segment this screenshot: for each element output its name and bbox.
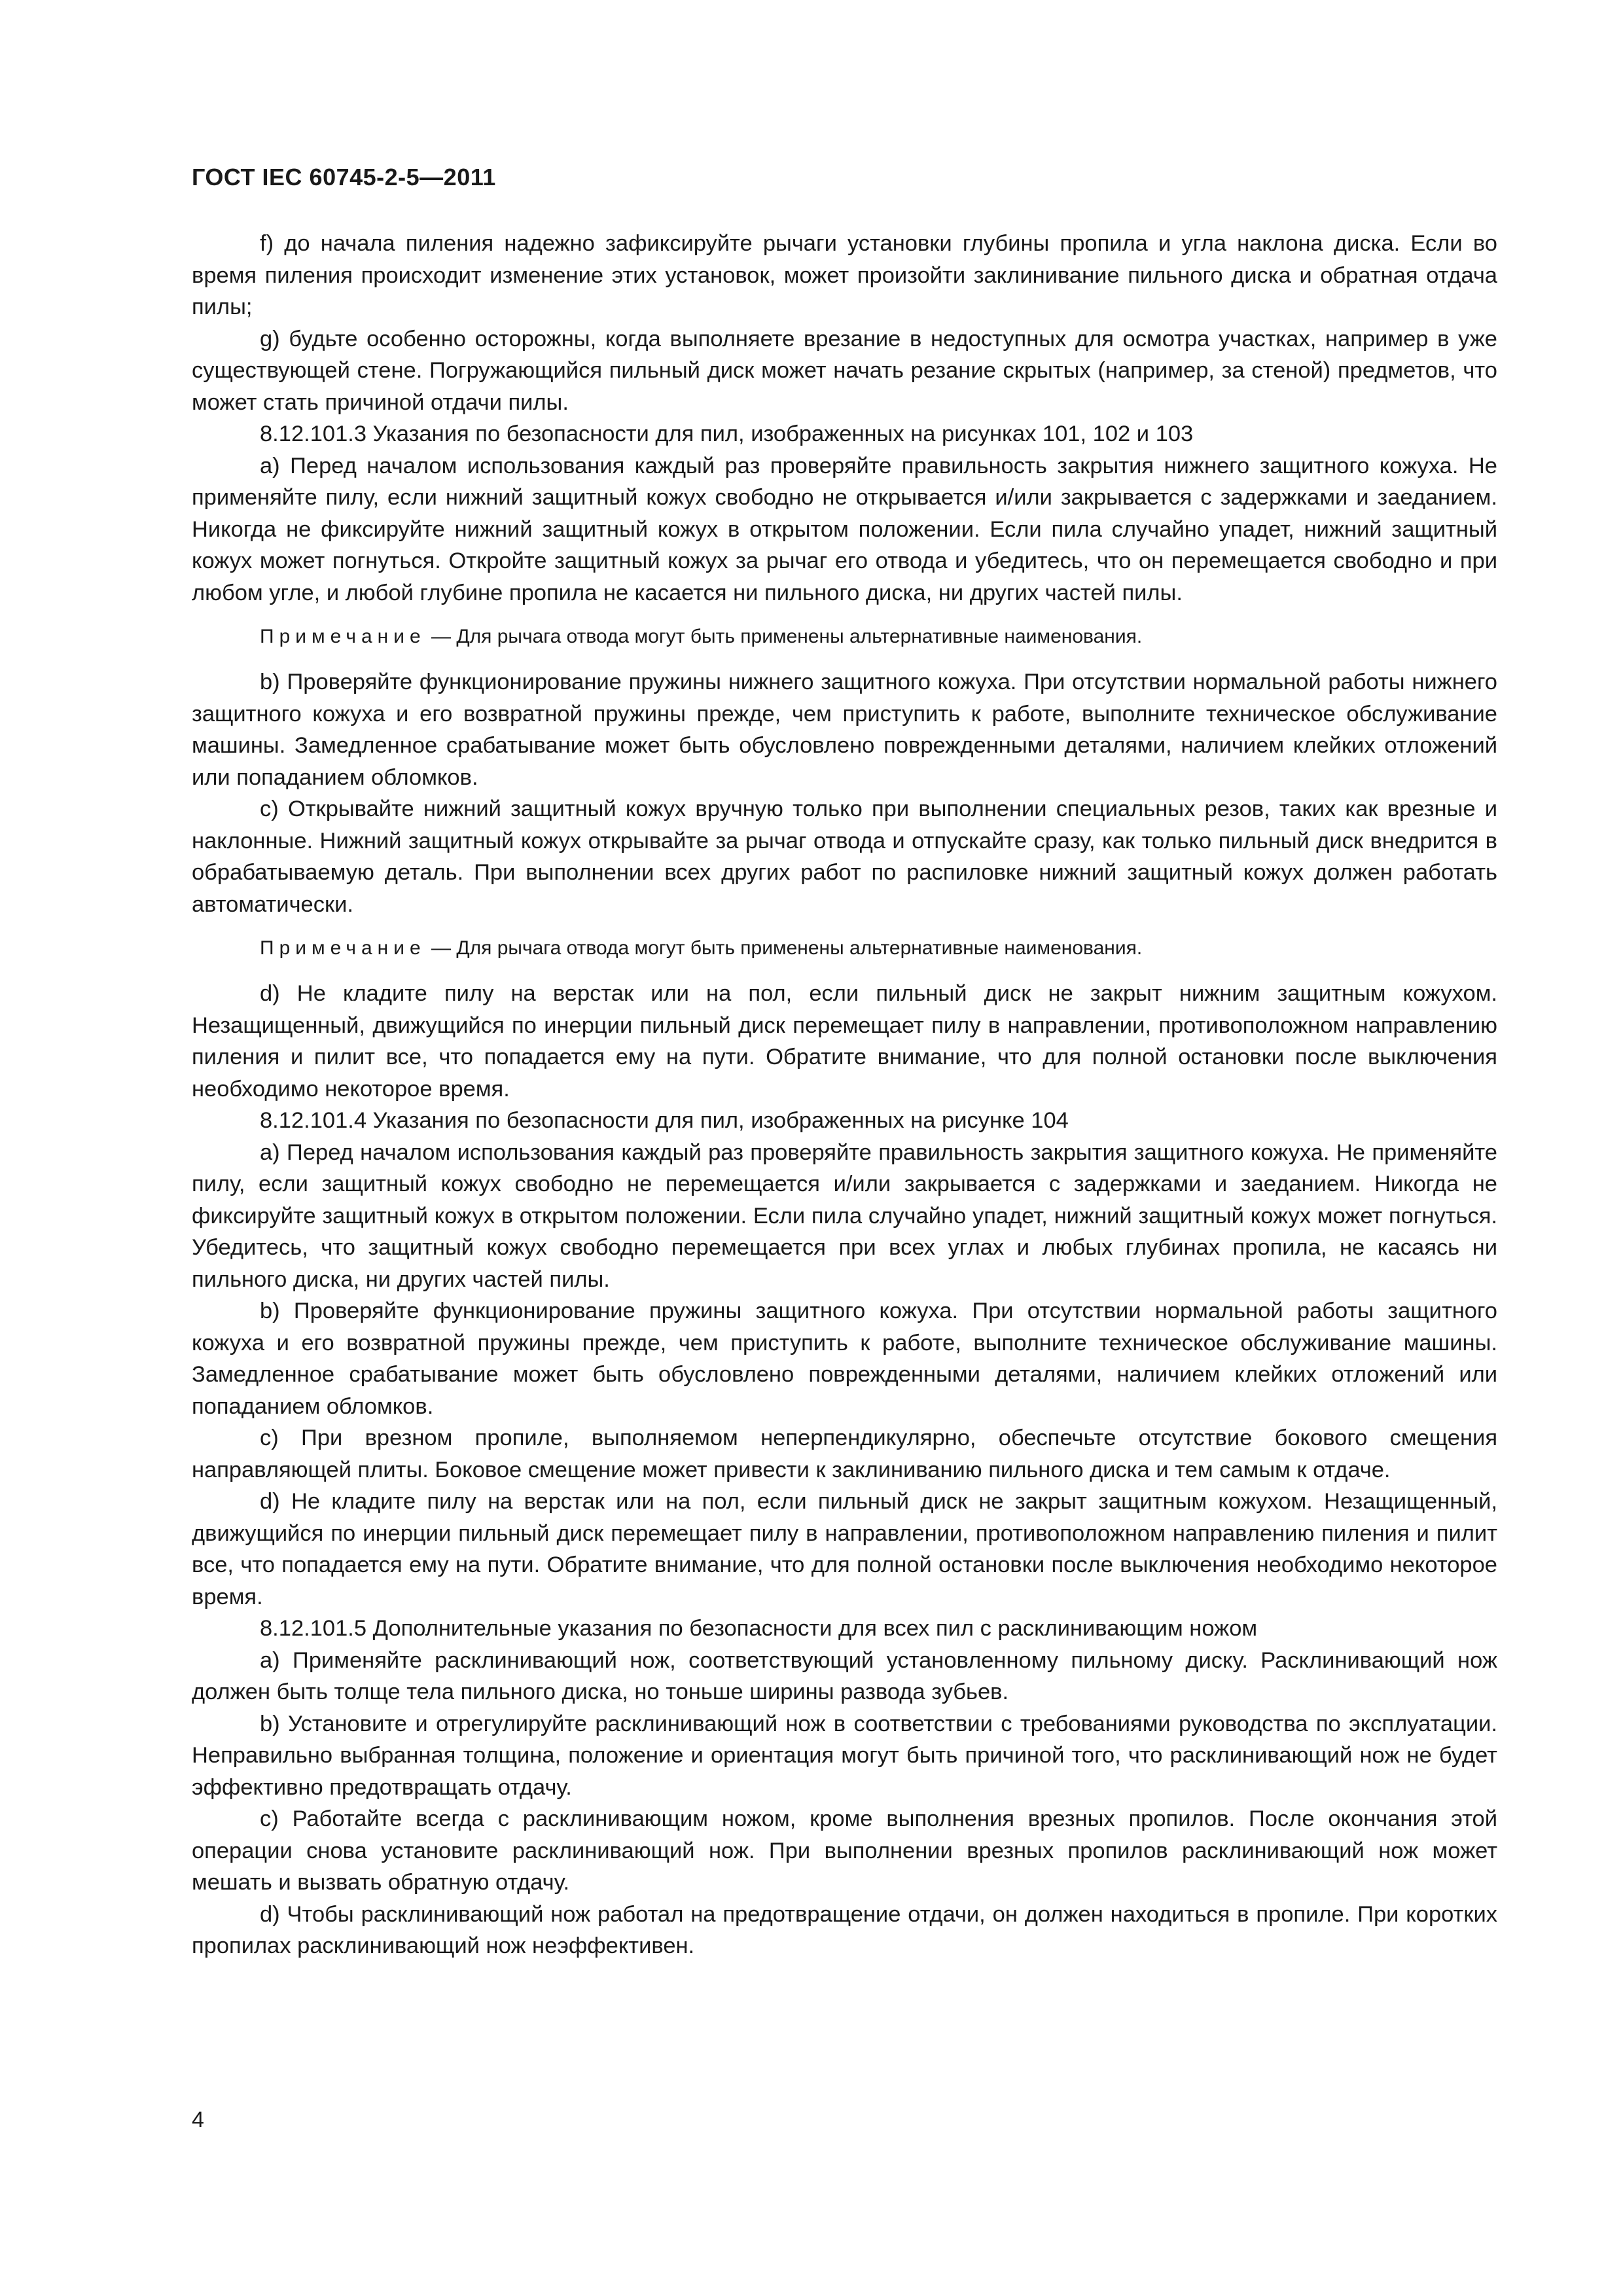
paragraph-a: a) Применяйте расклинивающий нож, соответствующий установленному пильному диску. Расклинивающий нож должен быть толще тела пильного диска, но тоньше ширины развода зубьев. [192,1647,1497,1704]
section-heading-8-12-101-4: 8.12.101.4 Указания по безопасности для пил, изображенных на рисунке 104 [260,1108,1069,1133]
paragraph-a: a) Перед началом использования каждый раз проверяйте правильность закрытия защитного кожуха. Не применяйте пилу, если защитный кожух свободно не перемещается и/или закрывается с задержками и заеданием. Никогда не фиксируйте защитный кожух в открытом положении. Если пила случайно упадет, нижний защитный кожух может погнуться. Убедитесь, что защитный кожух свободно перемещается при всех углах и любых глубинах пропила, не касаясь ни пильного диска, ни других частей пилы. [192,1139,1497,1292]
paragraph-c: c) Работайте всегда с расклинивающим ножом, кроме выполнения врезных пропилов. После окончания этой операции снова установите расклинивающий нож. При выполнении врезных пропилов расклинивающий нож может мешать и вызвать обратную отдачу. [192,1806,1497,1895]
document-body [192,228,1497,1962]
note [192,623,1497,651]
paragraph-b: b) Проверяйте функционирование пружины нижнего защитного кожуха. При отсутствии нормальной работы нижнего защитного кожуха и его возвратной пружины прежде, чем приступить к работе, выполните техническое обслуживание машины. Замедленное срабатывание может быть обусловлено поврежденными деталями, наличием клейких отложений или попаданием обломков. [192,670,1497,790]
note [192,935,1497,962]
note-label: Примечание [260,937,426,959]
paragraph-d: d) Не кладите пилу на верстак или на пол, если пильный диск не закрыт защитным кожухом. Незащищенный, движущийся по инерции пильный диск перемещает пилу в направлении, противоположном направлению пиления и пилит все, что попадается ему на пути. Обратите внимание, что для полной остановки после выключения необходимо некоторое время. [192,1489,1497,1609]
paragraph-b: b) Установите и отрегулируйте расклинивающий нож в соответствии с требованиями руководства по эксплуатации. Неправильно выбранная толщина, положение и ориентация могут быть причиной того, что расклинивающий нож не будет эффективно предотвращать отдачу. [192,1711,1497,1800]
paragraph-d: d) Чтобы расклинивающий нож работал на предотвращение отдачи, он должен находиться в пропиле. При коротких пропилах расклинивающий нож неэффективен. [192,1901,1497,1958]
paragraph-f: f) до начала пиления надежно зафиксируйте рычаги установки глубины пропила и угла наклона диска. Если во время пиления происходит изменение этих установок, может произойти заклинивание пильного диска и обратная отдача пилы; [192,231,1497,319]
paragraph-c: c) При врезном пропиле, выполняемом неперпендикулярно, обеспечьте отсутствие бокового смещения направляющей плиты. Боковое смещение может привести к заклиниванию пильного диска и тем самым к отдаче. [192,1426,1497,1482]
page-number: 4 [192,2108,204,2132]
paragraph-g: g) будьте особенно осторожны, когда выполняете врезание в недоступных для осмотра участках, например в уже существующей стене. Погружающийся пильный диск может начать резание скрытых (например, за стеной) предметов, что может стать причиной отдачи пилы. [192,326,1497,415]
paragraph-b: b) Проверяйте функционирование пружины защитного кожуха. При отсутствии нормальной работы защитного кожуха и его возвратной пружины прежде, чем приступить к работе, выполните техническое обслуживание машины. Замедленное срабатывание может быть обусловлено поврежденными деталями, наличием клейких отложений или попаданием обломков. [192,1299,1497,1419]
note-text: — Для рычага отвода могут быть применены альтернативные наименования. [431,937,1143,959]
note-label: Примечание [260,626,426,647]
standard-header: ГОСТ IEC 60745-2-5—2011 [192,164,496,190]
paragraph-d: d) Не кладите пилу на верстак или на пол, если пильный диск не закрыт нижним защитным кожухом. Незащищенный, движущийся по инерции пильный диск перемещает пилу в направлении, противоположном направлению пиления и пилит все, что попадается ему на пути. Обратите внимание, что для полной остановки после выключения необходимо некоторое время. [192,981,1497,1102]
section-heading-8-12-101-5: 8.12.101.5 Дополнительные указания по безопасности для всех пил с расклинивающим ножом [260,1616,1258,1641]
note-text: — Для рычага отвода могут быть применены альтернативные наименования. [431,626,1143,647]
paragraph-a: a) Перед началом использования каждый раз проверяйте правильность закрытия нижнего защитного кожуха. Не применяйте пилу, если нижний защитный кожух свободно не открывается и/или закрывается с задержками и заеданием. Никогда не фиксируйте нижний защитный кожух в открытом положении. Если пила случайно упадет, нижний защитный кожух может погнуться. Откройте защитный кожух за рычаг его отвода и убедитесь, что он перемещается свободно и при любом угле, и любой глубине пропила не касается ни пильного диска, ни других частей пилы. [192,453,1497,605]
section-heading-8-12-101-3: 8.12.101.3 Указания по безопасности для пил, изображенных на рисунках 101, 102 и 103 [260,422,1194,446]
paragraph-c: c) Открывайте нижний защитный кожух вручную только при выполнении специальных резов, таких как врезные и наклонные. Нижний защитный кожух открывайте за рычаг отвода и отпускайте сразу, как только пильный диск внедрится в обрабатываемую деталь. При выполнении всех других работ по распиловке нижний защитный кожух должен работать автоматически. [192,797,1497,917]
